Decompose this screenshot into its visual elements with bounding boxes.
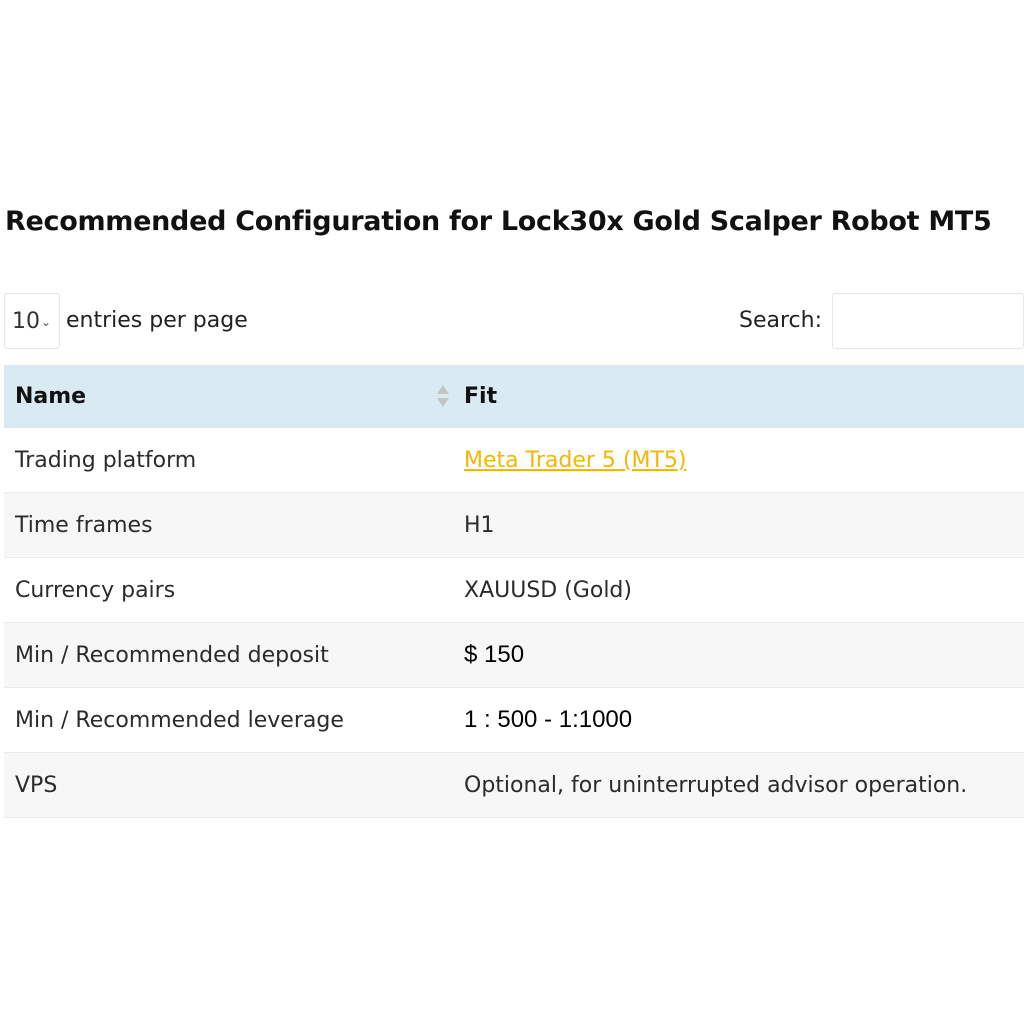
page-title: Recommended Configuration for Lock30x Gold Scalper Robot MT5	[5, 206, 992, 237]
search-input[interactable]	[832, 293, 1024, 349]
row-name: Time frames	[4, 493, 453, 558]
row-name: Trading platform	[4, 428, 453, 493]
entries-per-page-label: entries per page	[66, 308, 248, 333]
sort-icon[interactable]	[437, 383, 449, 409]
table-row	[4, 558, 1024, 623]
column-header-fit-label: Fit	[464, 384, 498, 409]
table-row	[4, 688, 1024, 753]
table-row	[4, 493, 1024, 558]
row-fit	[453, 428, 1024, 493]
table-controls	[4, 293, 1024, 351]
entries-value: 10	[12, 308, 40, 334]
chevron-down-icon: ⌄	[41, 315, 52, 329]
row-name: Currency pairs	[4, 558, 453, 623]
row-fit: $ 150	[453, 623, 1024, 688]
table-header-row	[4, 365, 1024, 428]
column-header-fit[interactable]	[453, 365, 1024, 428]
column-header-name-label: Name	[15, 384, 87, 409]
entries-per-page-select[interactable]	[4, 293, 60, 349]
configuration-table	[4, 365, 1024, 818]
row-fit: H1	[453, 493, 1024, 558]
search-label: Search:	[739, 308, 822, 333]
column-header-name[interactable]	[4, 365, 453, 428]
row-fit: 1 : 500 - 1:1000	[453, 688, 1024, 753]
row-name: VPS	[4, 753, 453, 818]
table-row	[4, 753, 1024, 818]
row-fit: Optional, for uninterrupted advisor operation.	[453, 753, 1024, 818]
table-row	[4, 623, 1024, 688]
row-name: Min / Recommended deposit	[4, 623, 453, 688]
table-row	[4, 428, 1024, 493]
row-fit: XAUUSD (Gold)	[453, 558, 1024, 623]
row-name: Min / Recommended leverage	[4, 688, 453, 753]
meta-trader-5-link[interactable]: Meta Trader 5 (MT5)	[464, 447, 687, 473]
